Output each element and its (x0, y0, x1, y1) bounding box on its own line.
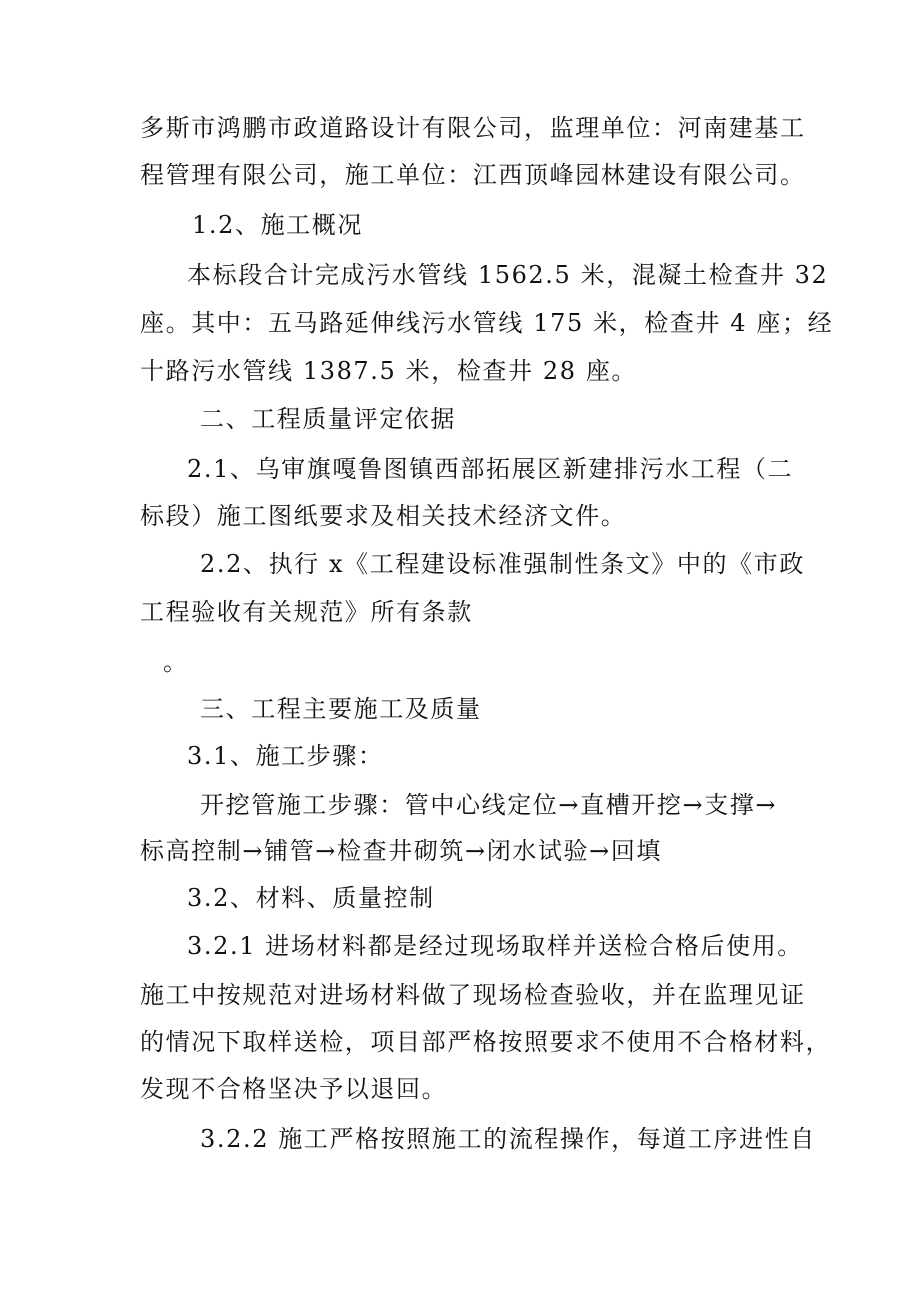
section-heading: 3.1、施工步骤： (187, 742, 384, 770)
paragraph-line: 十路污水管线 1387.5 米，检查井 28 座。 (140, 357, 638, 385)
paragraph-line: 施工中按规范对进场材料做了现场检查验收，并在监理见证 (140, 981, 806, 1009)
paragraph-line: 开挖管施工步骤：管中心线定位→直槽开挖→支撑→ (200, 791, 778, 819)
paragraph-line: 标段）施工图纸要求及相关技术经济文件。 (140, 502, 627, 530)
paragraph-line: 3.2.1 进场材料都是经过现场取样并送检合格后使用。 (187, 932, 803, 960)
paragraph-line: 的情况下取样送检，项目部严格按照要求不使用不合格材料， (140, 1028, 832, 1056)
section-heading: 二、工程质量评定依据 (200, 405, 456, 433)
paragraph-line: 程管理有限公司，施工单位：江西顶峰园林建设有限公司。 (140, 161, 806, 189)
paragraph-line: 多斯市鸿鹏市政道路设计有限公司，监理单位：河南建基工 (140, 114, 806, 142)
paragraph-line: 3.2.2 施工严格按照施工的流程操作，每道工序进性自 (200, 1125, 816, 1153)
paragraph-line: 标高控制→铺管→检查井砌筑→闭水试验→回填 (140, 837, 663, 865)
section-heading: 3.2、材料、质量控制 (187, 884, 435, 912)
section-heading: 三、工程主要施工及质量 (200, 695, 482, 723)
paragraph-line: 工程验收有关规范》所有条款 (140, 598, 473, 626)
paragraph-line: 座。其中：五马路延伸线污水管线 175 米，检查井 4 座；经 (140, 309, 834, 337)
section-heading: 1.2、施工概况 (192, 211, 363, 239)
paragraph-line: 。 (163, 648, 189, 676)
paragraph-line: 发现不合格坚决予以退回。 (140, 1075, 448, 1103)
paragraph-line: 2.2、执行 x《工程建设标准强制性条文》中的《市政 (200, 550, 805, 578)
paragraph-line: 2.1、乌审旗嘎鲁图镇西部拓展区新建排污水工程（二 (187, 455, 794, 483)
paragraph-line: 本标段合计完成污水管线 1562.5 米，混凝土检查井 32 (187, 261, 829, 289)
